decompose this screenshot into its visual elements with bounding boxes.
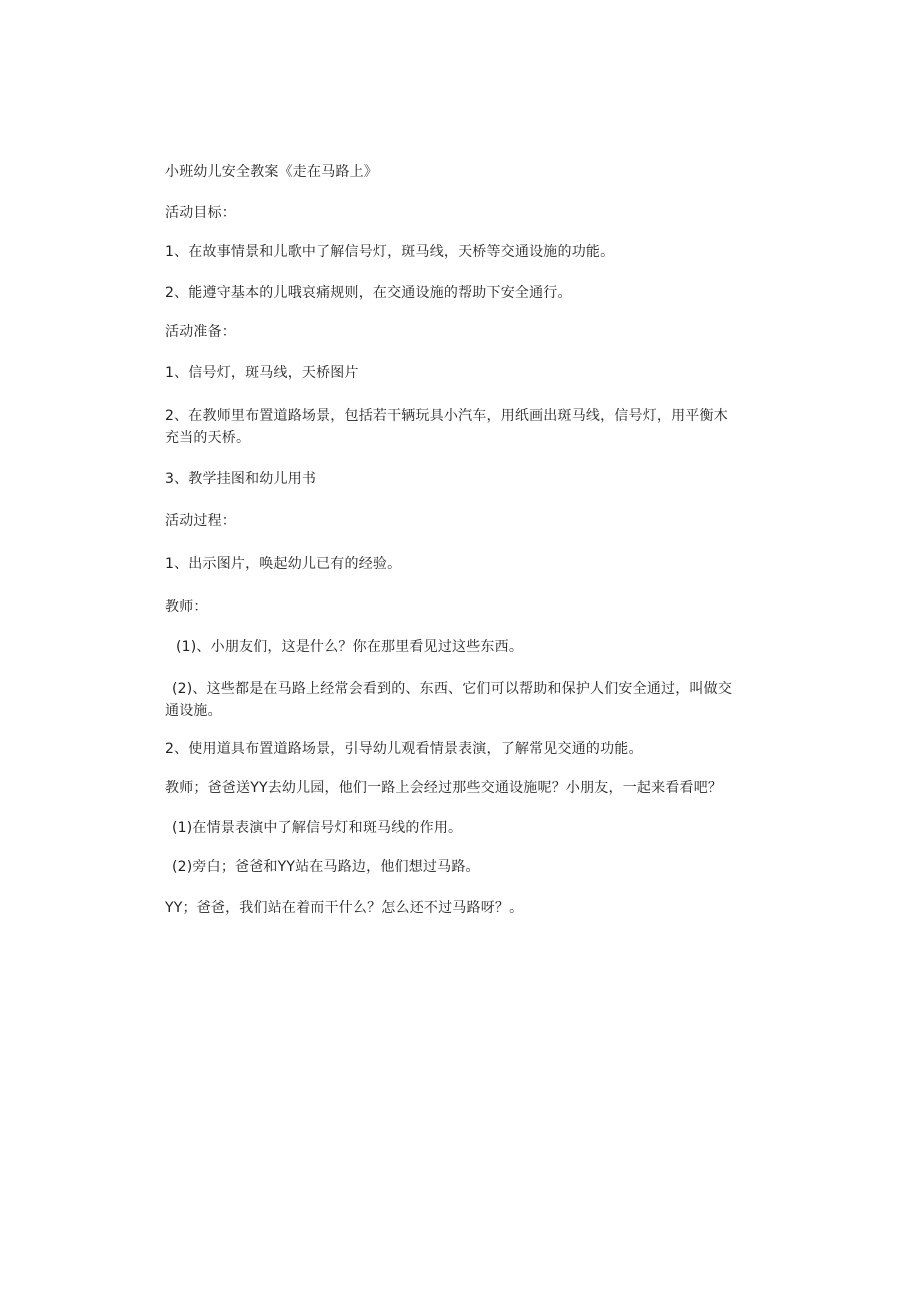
step-2: 2、使用道具布置道路场景，引导幼儿观看情景表演，了解常见交通的功能。 [165, 741, 643, 757]
question-1: (1)、小朋友们，这是什么？你在那里看见过这些东西。 [176, 639, 524, 655]
yy-dialog: YY；爸爸，我们站在着而干什么？怎么还不过马路呀？。 [165, 900, 524, 916]
teacher-dialog: 教师；爸爸送YY去幼儿园，他们一路上会经过那些交通设施呢？小朋友，一起来看看吧？ [165, 780, 723, 796]
document-title: 小班幼儿安全教案《走在马路上》 [165, 164, 378, 180]
goals-heading: 活动目标： [165, 205, 236, 221]
prep-item-1: 1、信号灯，斑马线，天桥图片 [165, 365, 359, 381]
prep-heading: 活动准备： [165, 324, 236, 340]
goal-item-2: 2、能遵守基本的儿哦哀痛规则，在交通设施的帮助下安全通行。 [165, 285, 572, 301]
sub-item-1: (1)在情景表演中了解信号灯和斑马线的作用。 [172, 820, 463, 836]
sub-item-2: (2)旁白；爸爸和YY站在马路边，他们想过马路。 [172, 859, 480, 875]
prep-item-3: 3、教学挂图和幼儿用书 [165, 471, 317, 487]
goal-item-1: 1、在故事情景和儿歌中了解信号灯，斑马线，天桥等交通设施的功能。 [165, 244, 615, 260]
prep-item-2-line-2: 充当的天桥。 [165, 430, 251, 446]
step-1: 1、出示图片，唤起幼儿已有的经验。 [165, 556, 402, 572]
question-2-line-1: (2)、这些都是在马路上经常会看到的、东西、它们可以帮助和保护人们安全通过，叫做交 [172, 681, 733, 697]
prep-item-2-line-1: 2、在教师里布置道路场景，包括若干辆玩具小汽车，用纸画出斑马线，信号灯，用平衡木 [165, 408, 728, 424]
teacher-label: 教师： [165, 599, 208, 615]
process-heading: 活动过程： [165, 513, 236, 529]
question-2-line-2: 通设施。 [165, 703, 222, 719]
